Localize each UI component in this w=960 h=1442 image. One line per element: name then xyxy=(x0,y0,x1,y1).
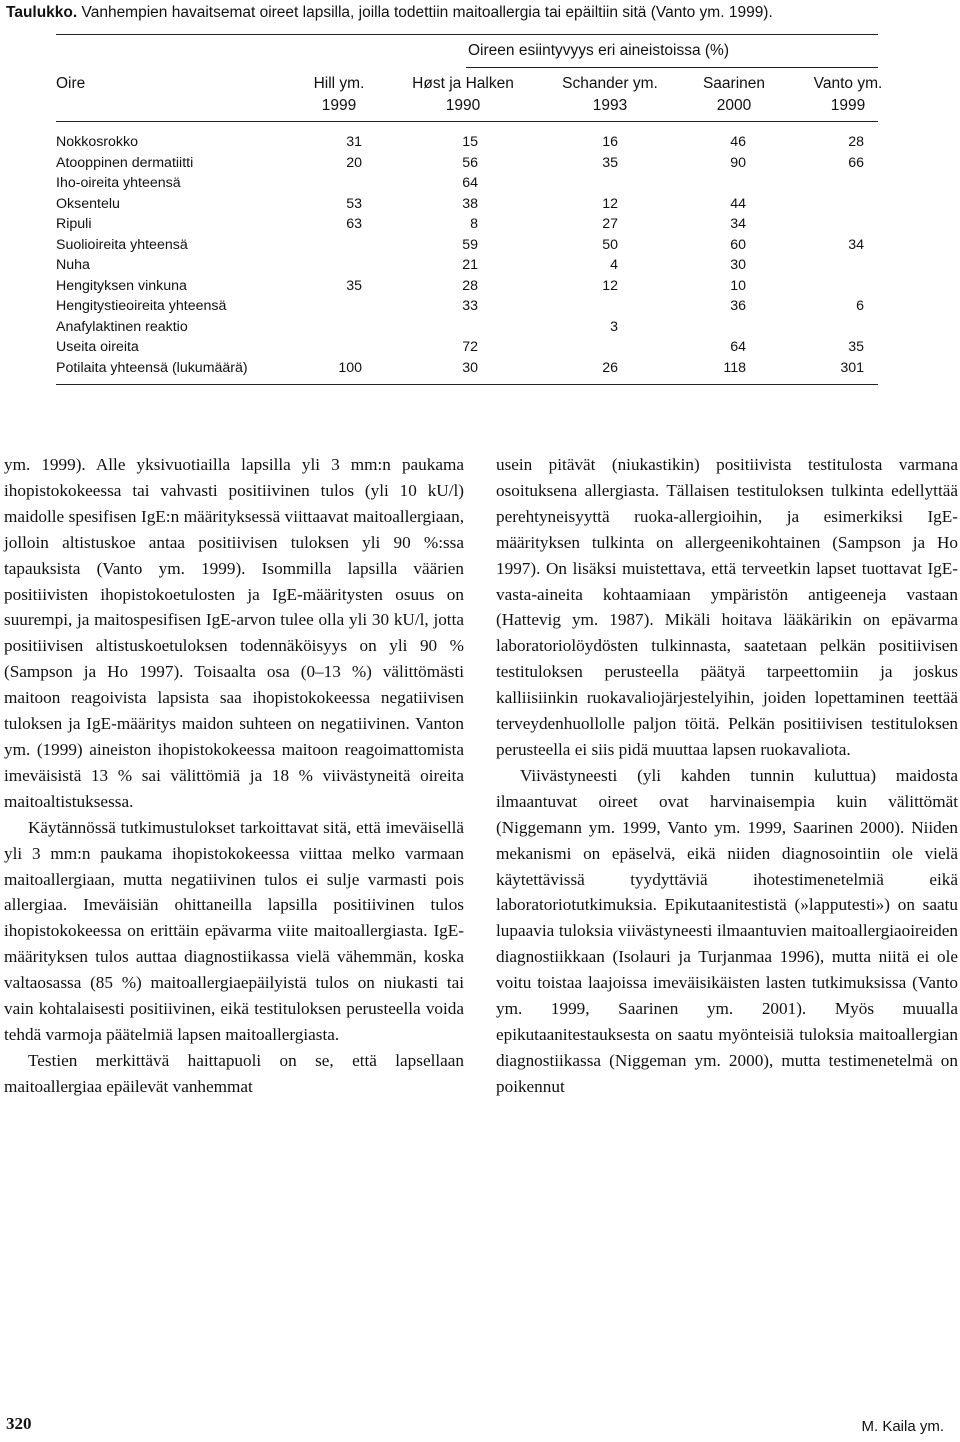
table-cell: 44 xyxy=(730,195,746,212)
table-cell: 8 xyxy=(470,216,478,232)
table-cell: 36 xyxy=(730,298,746,314)
table-cell: 15 xyxy=(462,134,478,150)
table-cell: 30 xyxy=(462,359,478,376)
paragraph: Viivästyneesti (yli kahden tunnin kuluttua) maidosta ilmaantuvat oireet ovat harvinaisempia kuin välittömät (Niggemann ym. 1999, Vanto ym. 1999, Saarinen 2000). Niiden mekanismi on epäselvä, eikä niiden diagnosointiin ole vielä käytettävissä tyydyttäviä ihotestimenetelmiä eikä laboratoriotutkimuksia. Epikutaanitestistä (»lapputesti») on saatu lupaavia tuloksia viivästyneesti ilmaantuvien maitoallergiaoireiden diagnostiikkaan (Isolauri ja Turjanmaa 1996), mutta niitä ei ole voitu toistaa laajoissa imeväisikäisten lasten tutkimuksissa (Vanto ym. 1999, Saarinen ym. 2001). Myös muualla epikutaanitestauksesta on saatu myönteisiä tuloksia maitoallergian diagnostiikassa (Niggeman ym. 2000), mutta testimenetelmä on poikennut xyxy=(496,765,958,1096)
table-row xyxy=(56,276,878,297)
row-label: Hengitystieoireita yhteensä xyxy=(56,298,227,314)
table-cell: 35 xyxy=(848,339,864,355)
table-cell: 34 xyxy=(848,236,864,253)
column-header-row xyxy=(56,69,883,121)
table-row xyxy=(56,214,878,235)
table-cell: 35 xyxy=(602,154,618,171)
table-cell: 59 xyxy=(462,236,478,253)
group-header-rule xyxy=(466,67,878,68)
col-header-saarinen: Saarinen 2000 xyxy=(702,75,766,114)
table-cell: 53 xyxy=(346,195,362,212)
caption-text: Vanhempien havaitsemat oireet lapsilla, joilla todettiin maitoallergia tai epäiltiin sitä (Vanto ym. 1999). xyxy=(81,4,773,21)
row-label: Potilaita yhteensä (lukumäärä) xyxy=(56,359,248,376)
table-cell: 21 xyxy=(462,257,478,273)
table-cell: 6 xyxy=(856,298,864,314)
table-cell: 90 xyxy=(730,154,746,171)
table-cell: 3 xyxy=(610,318,618,335)
table-row xyxy=(56,255,878,276)
row-label: Ripuli xyxy=(56,216,92,232)
table-cell: 60 xyxy=(730,236,746,253)
row-label: Nokkosrokko xyxy=(56,134,139,150)
table-row xyxy=(56,358,878,379)
row-label: Hengityksen vinkuna xyxy=(56,277,187,294)
table-cell: 12 xyxy=(602,277,618,294)
table-row xyxy=(56,173,878,194)
table-cell: 63 xyxy=(346,216,362,232)
table-row xyxy=(56,153,878,174)
paragraph: ym. 1999). Alle yksivuotiailla lapsilla yli 3 mm:n paukama ihopistokokeessa tai vahvasti positiivinen tulos (yli 10 kU/l) maidolle spesifisen IgE:n määrityksessä viittaavat maitoallergiaan, jolloin altistuskoe antaa positiivisen tuloksen yli 90 %:ssa tapauksista (Vanto ym. 1999). Isommilla lapsilla väärien positiivisten ihopistokoetulosten ja IgE-määritysten osuus on suurempi, ja maitospesifisen IgE-arvon tulee olla yli 30 kU/l, jotta positiivisen altistuskoetuloksen todennäköisyys on yli 90 % (Sampson ja Ho 1997). Toisaalta osa (0–13 %) välittömästi maitoon reagoivista lapsista saa ihopistokokeessa negatiivisen tuloksen ja IgE-määritys maidon suhteen on negatiivinen. Vanton ym. (1999) aineiston ihopistokokeessa maitoon reagoimattomista imeväisistä 13 % sai välittömiä ja 18 % viivästyneitä oireita maitoaltistuksessa. xyxy=(4,455,464,811)
table-cell: 35 xyxy=(346,277,362,294)
table-cell: 30 xyxy=(730,257,746,273)
table-cell: 100 xyxy=(338,359,362,376)
table-cell: 50 xyxy=(602,236,618,253)
table-cell: 10 xyxy=(730,277,746,294)
col-header-host: Høst ja Halken 1990 xyxy=(412,75,514,114)
col-header-hill: Hill ym. 1999 xyxy=(313,75,365,114)
table-cell: 33 xyxy=(462,298,478,314)
symptom-table xyxy=(56,34,883,385)
table-bottom-rule xyxy=(56,384,878,385)
table-cell: 31 xyxy=(346,134,362,150)
table-cell: 46 xyxy=(730,134,746,150)
table-caption xyxy=(6,4,773,22)
table-cell: 16 xyxy=(602,134,618,150)
table-cell: 56 xyxy=(462,154,478,171)
table-cell: 34 xyxy=(730,216,746,232)
row-label: Anafylaktinen reaktio xyxy=(56,318,188,335)
caption-label: Taulukko. xyxy=(6,4,78,21)
text-column-left xyxy=(4,452,464,1100)
col-header-vanto: Vanto ym. 1999 xyxy=(813,75,883,114)
row-label: Iho-oireita yhteensä xyxy=(56,175,181,191)
group-header-row xyxy=(56,35,878,69)
table-cell: 26 xyxy=(602,359,618,376)
table-cell: 4 xyxy=(610,257,618,273)
paragraph: Käytännössä tutkimustulokset tarkoittavat sitä, että imeväisellä yli 3 mm:n paukama ihopistokokeessa viittaa melko varmaan maitoallergiaan, mutta negatiivinen tulos ei sulje varmasti pois allergiaa. Imeväisiän ohittaneilla lapsilla positiivinen tulos ihopistokokeessa on erittäin epävarma viite maitoallergiasta. IgE-määrityksen tulos auttaa diagnostiikassa vielä vähemmän, koska valtaosassa (85 %) maitoallergiaepäilyistä tulos on niukasti tai vain kohtalaisesti positiivinen, eikä testituloksen perusteella voida tehdä varmoja päätelmiä lapsen maitoallergiasta. xyxy=(4,817,464,1044)
table-row xyxy=(56,194,878,215)
row-label: Useita oireita xyxy=(56,339,139,355)
table-body xyxy=(56,132,878,378)
table-cell: 28 xyxy=(848,134,864,150)
table-cell: 64 xyxy=(730,339,746,355)
table-cell: 12 xyxy=(602,195,618,212)
group-header: Oireen esiintyvyys eri aineistoissa (%) xyxy=(468,42,730,59)
table-row xyxy=(56,235,878,256)
running-footer-author: M. Kaila ym. xyxy=(861,1418,944,1435)
table-cell: 28 xyxy=(462,277,478,294)
table-cell: 72 xyxy=(462,339,478,355)
table-cell: 27 xyxy=(602,216,618,232)
first-col-header: Oire xyxy=(56,75,86,92)
table-cell: 66 xyxy=(848,154,864,171)
paragraph: Testien merkittävä haittapuoli on se, että lapsellaan maitoallergiaa epäilevät vanhemmat xyxy=(4,1050,464,1096)
table-row xyxy=(56,296,878,317)
page-number: 320 xyxy=(6,1414,32,1433)
table-cell: 64 xyxy=(462,175,478,191)
row-label: Atooppinen dermatiitti xyxy=(56,154,194,171)
col-header-schander: Schander ym. 1993 xyxy=(562,75,658,114)
table-cell: 118 xyxy=(723,359,746,376)
table-row xyxy=(56,132,878,153)
table-cell: 38 xyxy=(462,195,478,212)
row-label: Suolioireita yhteensä xyxy=(56,236,188,253)
table-row xyxy=(56,317,878,338)
table-row xyxy=(56,337,878,358)
header-rule xyxy=(56,121,878,122)
table-cell: 20 xyxy=(346,154,362,171)
paragraph: usein pitävät (niukastikin) positiivista testitulosta varmana osoituksena allergiasta. Tällaisen testituloksen tulkinta edellyttää perehtyneisyyttä ruoka-allergioihin, ja esimerkiksi IgE-määrityksen tulkinta on allergeenikohtainen (Sampson ja Ho 1997). On lisäksi muistettava, että terveetkin lapset tuottavat IgE-vasta-aineita kohtaamiaan ympäristön antigeeneja vastaan (Hattevig ym. 1987). Mikäli hoitava lääkärikin on epävarma laboratoriolöydösten tulkinnasta, saatetaan pelkän positiivisen testituloksen perusteella päätyä tarpeettomiin ja joskus kalliisiinkin ruokavaliojärjestelyihin, joiden lopettaminen teettää terveydenhuollolle paljon töitä. Pelkän positiivisen testituloksen perusteella ei siis pidä muuttaa lapsen ruokavaliota. xyxy=(496,455,958,759)
text-column-right xyxy=(496,452,958,1100)
table-cell: 301 xyxy=(840,359,864,376)
row-label: Nuha xyxy=(56,257,90,273)
row-label: Oksentelu xyxy=(56,195,120,212)
